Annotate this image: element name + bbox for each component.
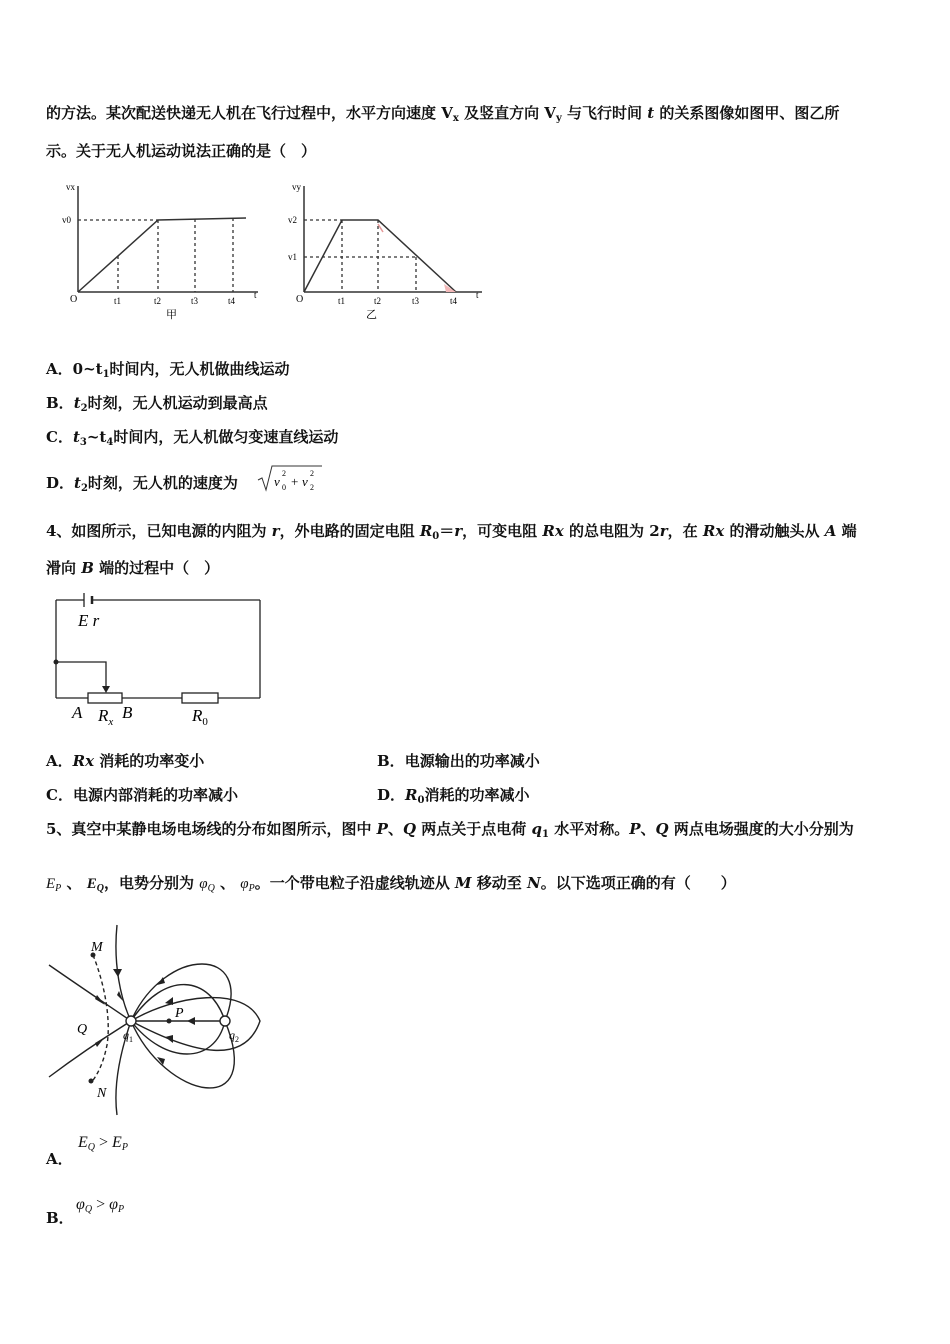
label: D． [46,474,75,492]
sub: 4 [106,437,114,448]
var-B: B [81,559,94,577]
label-q2: q [229,1028,235,1042]
field-line [131,998,260,1051]
vx-curve [78,218,246,292]
charge-q1 [126,1016,136,1026]
text: 移动至 [471,874,527,892]
var-E: E [78,1134,88,1151]
sub: 3 [79,437,87,448]
var-Rx: Rx [72,752,95,770]
text: 、 [640,820,656,838]
var-r: r [271,522,280,540]
svg-text:2: 2 [310,483,314,492]
svg-text:v: v [302,474,308,489]
tick-t2: t2 [374,296,382,306]
var-phi: φ [109,1196,118,1213]
vy-curve [304,220,456,292]
origin: O [70,294,78,305]
sub: 0 [202,716,208,728]
q3-option-c[interactable] [46,426,338,448]
label-R0: R [192,706,203,725]
text: 的方法。某次配送快递无人机在飞行过程中，水平方向速度 V [46,104,453,122]
text: 端的过程中（ ） [93,559,220,577]
q5-option-b[interactable] [46,1207,74,1228]
electric-field-diagram [45,925,275,1120]
sub: 2 [235,1035,239,1044]
var-t: t [72,428,80,446]
q5-stem-line2 [46,872,736,894]
svg-text:R0 [191,706,208,728]
label: B． [377,752,405,770]
var-phi: φ [76,1196,85,1213]
text: 、 [61,874,82,892]
text: 0~t [72,360,103,378]
var-Rx: Rx [702,522,725,540]
text: 与飞行时间 [561,104,648,122]
text: 时间内，无人机做匀变速直线运动 [113,428,339,446]
slider-arrow [102,686,110,693]
text: ，在 [667,522,703,540]
svg-text:Rx [97,706,113,728]
label: A． [46,360,73,378]
label-A: A [72,703,83,722]
svg-text:0: 0 [282,483,286,492]
v0-label: v0 [62,215,71,225]
text: 端 [836,522,857,540]
text: 的总电阻为 2 [563,522,660,540]
var-N: N [526,874,541,892]
sub: Q [207,883,215,894]
svg-text:q1 [123,1028,133,1044]
slider-wire [56,662,106,688]
q3-stem-line1 [46,102,839,124]
var-E: E [86,876,97,892]
rx-resistor [88,693,122,703]
ylabel: vy [292,182,301,192]
sub: Q [84,1204,93,1215]
charge-q2 [220,1016,230,1026]
text: ~t [86,428,107,446]
q3-stem-line2: 示。关于无人机运动说法正确的是（ ） [46,142,317,160]
var-Rx: Rx [542,522,564,540]
q4-stem-line1 [46,520,857,542]
caption: 甲 [166,308,177,321]
tick-t1: t1 [338,296,346,306]
label: C． [46,786,73,804]
q5-stem-line1 [46,818,854,840]
var-R: R [419,522,433,540]
svg-text:+: + [291,474,299,489]
circuit-diagram [50,590,270,730]
tick-t2: t2 [154,296,162,306]
label-q1: q [123,1028,129,1042]
var-phi: φ [199,876,208,892]
text: 时刻，无人机运动到最高点 [87,394,268,412]
var-t: t [647,104,655,122]
text: 时间内，无人机做曲线运动 [109,360,290,378]
q5-option-a-math [78,1134,128,1153]
svg-text:2: 2 [282,469,286,478]
q4-option-c[interactable] [46,784,238,805]
label: A． [46,752,73,770]
graph-jia [60,180,270,325]
q5-option-a[interactable] [46,1148,73,1169]
q4-stem-line2 [46,557,219,578]
var-r: r [454,522,463,540]
var-P: P [629,820,641,838]
sub: x [452,113,459,124]
sub: P [248,883,255,894]
var-R: R [405,786,418,804]
text: 5、真空中某静电场电场线的分布如图所示，图中 [46,820,377,838]
text: 两点关于点电荷 [416,820,532,838]
svg-text:q2 [229,1028,239,1044]
sub: 1 [102,369,110,380]
var-t: t [73,394,81,412]
text: ，可变电阻 [462,522,543,540]
q4-option-a[interactable] [46,750,204,771]
label-Q: Q [77,1022,88,1037]
gt: > [96,1196,106,1213]
text: 的滑动触头从 [724,522,825,540]
sub: 1 [542,829,549,840]
sub: 2 [80,403,88,414]
source-label: E r [78,611,100,630]
text: 。一个带电粒子沿虚线轨迹从 [254,874,455,892]
text: 。以下选项正确的有（ ） [540,874,736,892]
label-P: P [175,1006,184,1021]
text: 滑向 [46,559,82,577]
svg-text:v: v [274,474,280,489]
sqrt-formula [256,462,326,494]
sub: x [108,716,114,728]
sub: 2 [80,483,88,494]
q3-option-d[interactable] [46,472,238,494]
var-E: E [112,1134,122,1151]
label: B． [46,1209,74,1227]
var-Q: Q [402,820,417,838]
label: A． [46,1150,73,1168]
label: C． [46,428,73,446]
red-mark [378,224,383,232]
tick-t4: t4 [450,296,458,306]
particle-trajectory [91,955,108,1083]
sub: P [121,1142,128,1153]
label-N: N [97,1086,107,1101]
text: 、 [214,874,236,892]
text: ，电势分别为 [104,874,195,892]
var-P: P [376,820,388,838]
text: 消耗的功率减小 [424,786,530,804]
q4-option-b[interactable] [377,750,540,771]
text: 的关系图像如图甲、图乙所 [654,104,840,122]
var-r: r [659,522,668,540]
text: 两点电场强度的大小分别为 [668,820,854,838]
var-A: A [824,522,837,540]
text: 4、如图所示，已知电源的内阻为 [46,522,272,540]
t-label: t [254,290,257,300]
sub: Q [87,1142,96,1153]
label-Rx: R [98,706,109,725]
label: B． [46,394,74,412]
tick-t4: t4 [228,296,236,306]
text: 及竖直方向 V [458,104,556,122]
v1-label: v1 [288,252,297,262]
text: 、 [387,820,403,838]
origin: O [296,294,304,305]
q5-option-b-math [76,1196,124,1215]
sub: 0 [417,795,425,806]
text: 消耗的功率变小 [94,752,205,770]
sub: 0 [432,531,440,542]
svg-text:2: 2 [310,469,314,478]
caption: 乙 [366,308,377,321]
sub: y [555,113,562,124]
q3-option-b[interactable] [46,392,268,414]
tick-t1: t1 [114,296,122,306]
q3-option-a[interactable] [46,358,290,380]
text: ＝ [439,522,455,540]
label-M: M [91,940,103,955]
text: 时刻，无人机的速度为 [87,474,238,492]
text: 电源输出的功率减小 [404,752,540,770]
gt: > [99,1134,109,1151]
sub: P [117,1204,125,1215]
var-E: E [46,876,56,892]
junction-dot [54,660,59,665]
var-M: M [454,874,472,892]
label-B: B [122,703,133,722]
tick-t3: t3 [191,296,199,306]
v2-label: v2 [288,215,297,225]
sub: Q [96,883,104,894]
q4-option-d[interactable] [377,784,529,806]
tick-t3: t3 [412,296,420,306]
var-phi: φ [240,876,249,892]
text: ，外电路的固定电阻 [279,522,420,540]
graph-yi [286,180,496,325]
sub: P [55,883,62,894]
label: D． [377,786,406,804]
sub: 1 [129,1035,133,1044]
var-t: t [74,474,81,492]
var-q: q [531,820,542,838]
text: 电源内部消耗的功率减小 [72,786,238,804]
var-Q: Q [655,820,669,838]
ylabel: vx [66,182,75,192]
r0-resistor [182,693,218,703]
text: 水平对称。 [548,820,630,838]
field-line [131,1021,225,1054]
t-label: t [476,290,479,300]
